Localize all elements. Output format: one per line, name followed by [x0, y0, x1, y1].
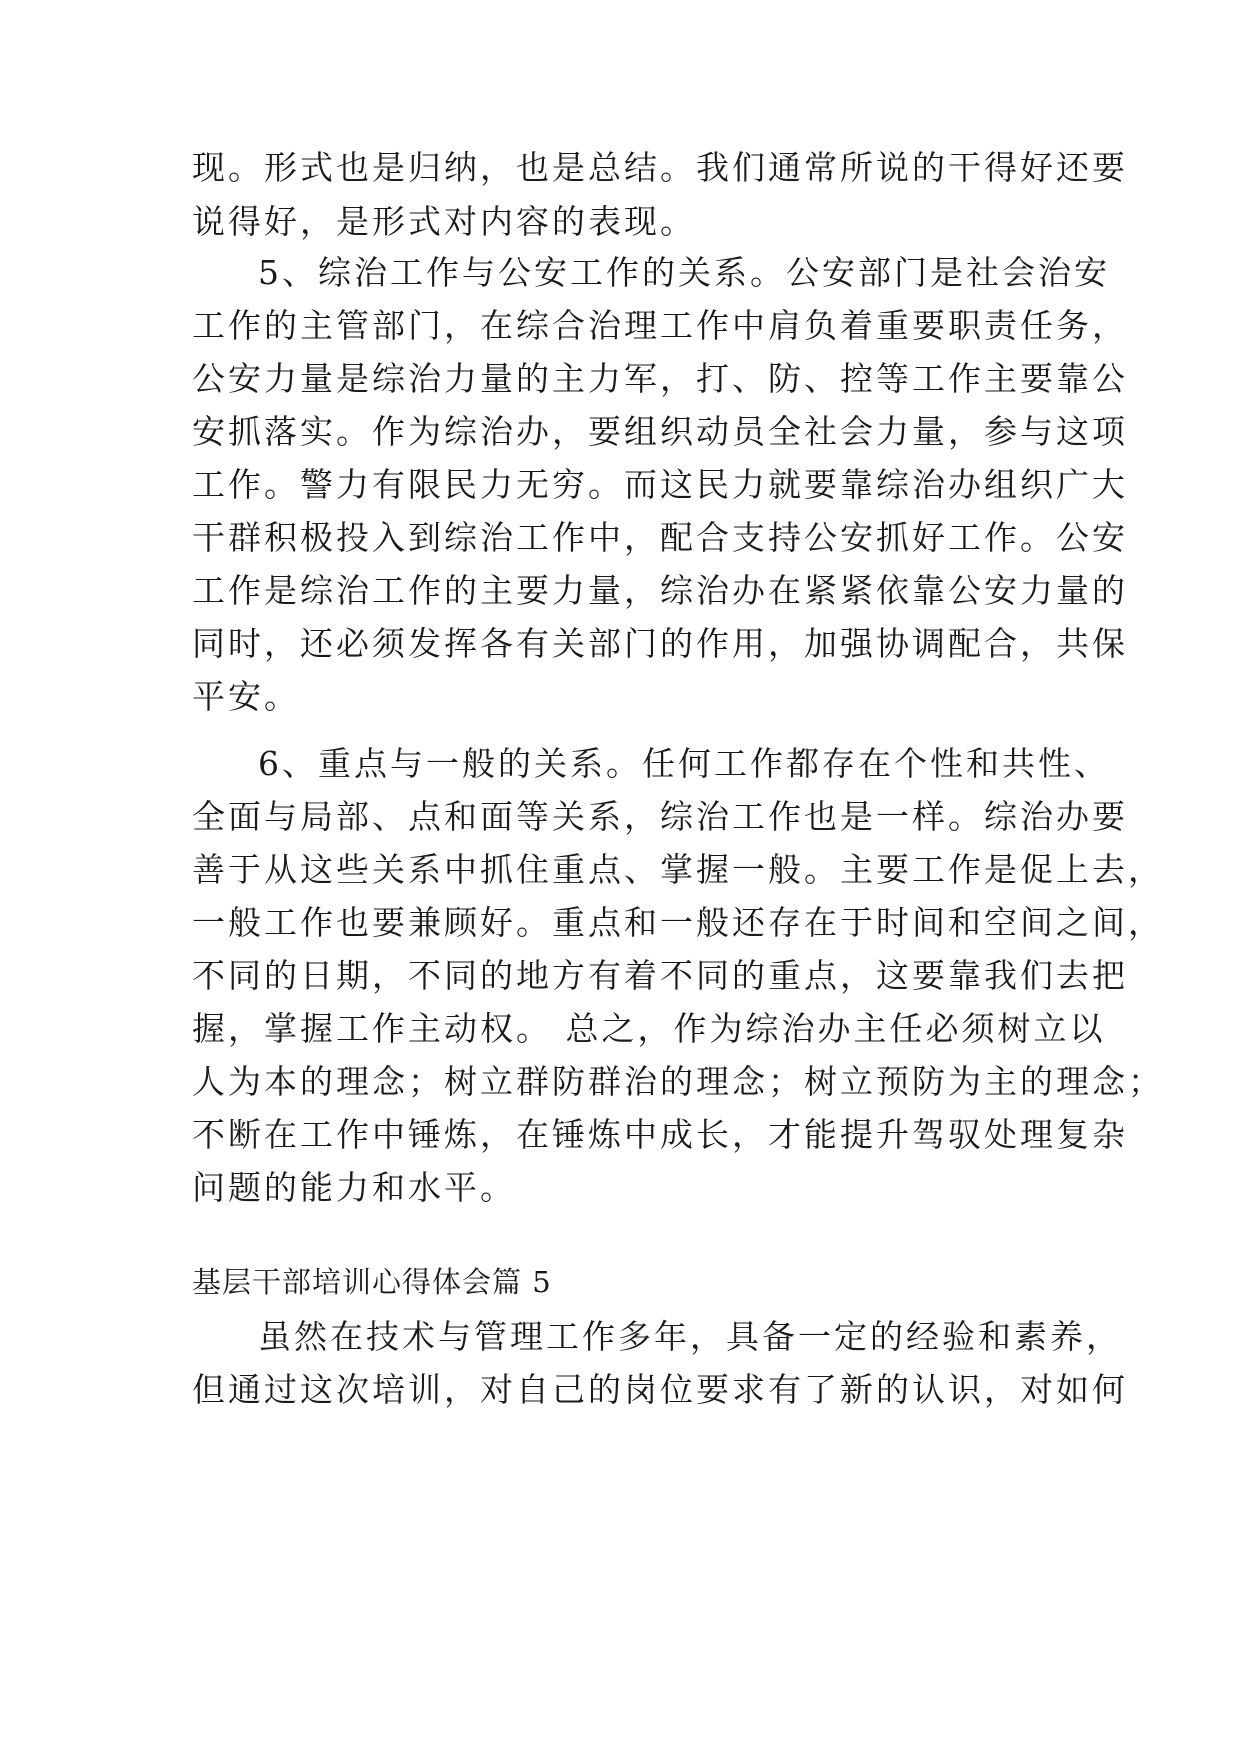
- paragraph-line: 不同的日期，不同的地方有着不同的重点，这要靠我们去把: [192, 956, 1128, 995]
- paragraph-line: 工作是综治工作的主要力量，综治办在紧紧依靠公安力量的: [192, 571, 1128, 610]
- paragraph-line: 平安。: [192, 677, 300, 716]
- paragraph-line: 安抓落实。作为综治办，要组织动员全社会力量，参与这项: [192, 412, 1128, 451]
- paragraph-line: 说得好，是形式对内容的表现。: [192, 202, 696, 241]
- paragraph-line: 干群积极投入到综治工作中，配合支持公安抓好工作。公安: [192, 518, 1128, 557]
- paragraph-line: 一般工作也要兼顾好。重点和一般还存在于时间和空间之间，: [192, 903, 1164, 942]
- paragraph-first-line: 虽然在技术与管理工作多年，具备一定的经验和素养，: [258, 1317, 1122, 1356]
- paragraph-line: 人为本的理念；树立群防群治的理念；树立预防为主的理念；: [192, 1062, 1164, 1101]
- paragraph-line: 全面与局部、点和面等关系，综治工作也是一样。综治办要: [192, 797, 1128, 836]
- paragraph-line: 不断在工作中锤炼，在锤炼中成长，才能提升驾驭处理复杂: [192, 1115, 1128, 1154]
- paragraph-line: 工作。警力有限民力无穷。而这民力就要靠综治办组织广大: [192, 465, 1128, 504]
- paragraph-line: 善于从这些关系中抓住重点、掌握一般。主要工作是促上去，: [192, 850, 1164, 889]
- paragraph-line: 但通过这次培训，对自己的岗位要求有了新的认识，对如何: [192, 1370, 1128, 1409]
- paragraph-line: 公安力量是综治力量的主力军，打、防、控等工作主要靠公: [192, 359, 1128, 398]
- paragraph-line: 同时，还必须发挥各有关部门的作用，加强协调配合，共保: [192, 624, 1128, 663]
- paragraph-line: 问题的能力和水平。: [192, 1168, 516, 1207]
- paragraph-line: 现。形式也是归纳，也是总结。我们通常所说的干得好还要: [192, 148, 1128, 187]
- paragraph-5-first-line: 5、综治工作与公安工作的关系。公安部门是社会治安: [258, 253, 1110, 292]
- paragraph-line: 工作的主管部门，在综合治理工作中肩负着重要职责任务，: [192, 306, 1128, 345]
- paragraph-line: 握，掌握工作主动权。 总之，作为综治办主任必须树立以: [192, 1009, 1106, 1048]
- paragraph-6-first-line: 6、重点与一般的关系。任何工作都存在个性和共性、: [258, 744, 1110, 783]
- section-heading: 基层干部培训心得体会篇 5: [192, 1265, 552, 1299]
